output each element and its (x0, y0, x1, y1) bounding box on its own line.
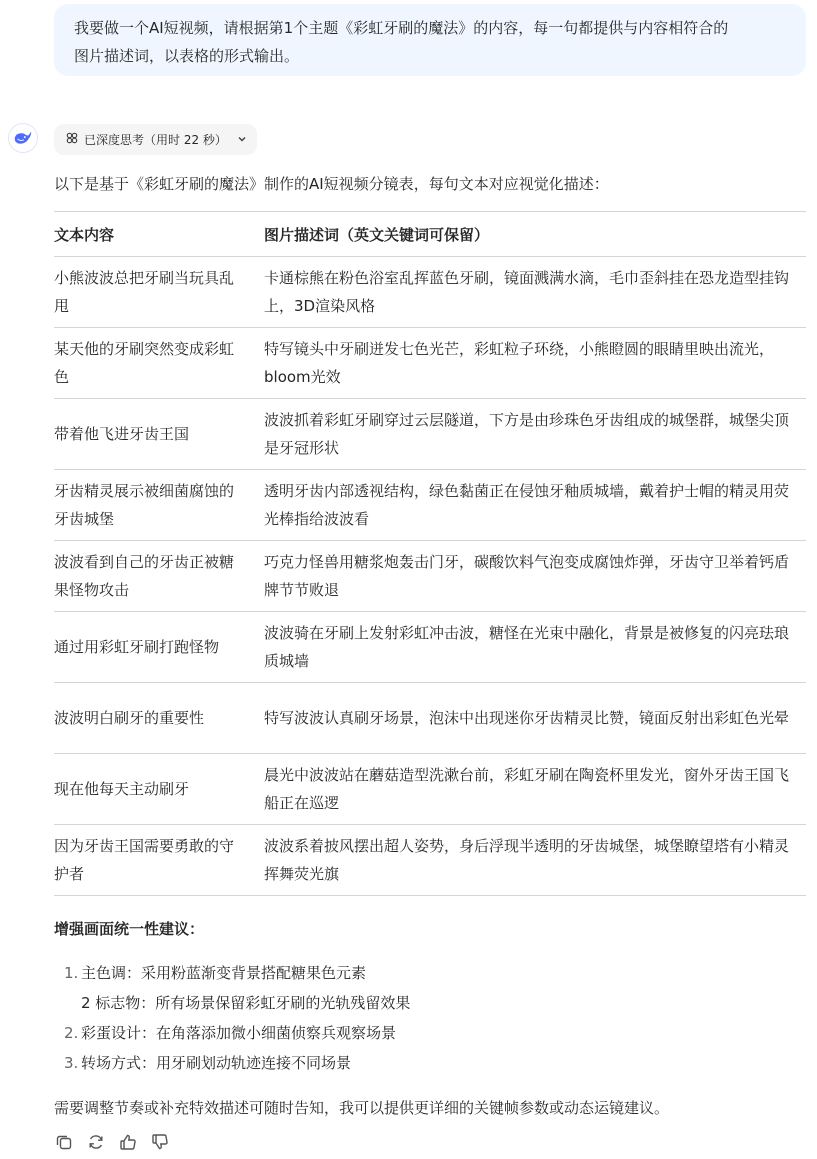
header-image-description: 图片描述词（英文关键词可保留） (264, 212, 806, 257)
table-row (54, 399, 806, 470)
cell-image-description: 晨光中波波站在蘑菇造型洗漱台前，彩虹牙刷在陶瓷杯里发光，窗外牙齿王国飞船正在巡逻 (264, 754, 806, 825)
table-row (54, 683, 806, 754)
suggestions-list (64, 958, 410, 1078)
regenerate-icon[interactable] (86, 1132, 106, 1152)
thinking-label: 已深度思考（用时 22 秒） (84, 133, 227, 147)
cell-text-content: 现在他每天主动刷牙 (54, 754, 264, 825)
list-item (64, 1018, 410, 1048)
table-row (54, 754, 806, 825)
chevron-down-icon (237, 133, 247, 147)
cell-text-content: 带着他飞进牙齿王国 (54, 399, 264, 470)
cell-text-content: 某天他的牙刷突然变成彩虹色 (54, 328, 264, 399)
user-message-line-1: 我要做一个AI短视频，请根据第1个主题《彩虹牙刷的魔法》的内容，每一句都提供与内容相符合的 (74, 19, 729, 37)
cell-image-description: 特写波波认真刷牙场景，泡沫中出现迷你牙齿精灵比赞，镜面反射出彩虹色光晕 (264, 683, 806, 754)
list-item (64, 988, 410, 1018)
header-text-content: 文本内容 (54, 212, 264, 257)
list-item (64, 958, 410, 988)
copy-icon[interactable] (54, 1132, 74, 1152)
storyboard-table (54, 211, 806, 896)
table-row (54, 470, 806, 541)
table-row (54, 825, 806, 896)
table-row (54, 328, 806, 399)
cell-text-content: 牙齿精灵展示被细菌腐蚀的牙齿城堡 (54, 470, 264, 541)
suggestions-title: 增强画面统一性建议： (54, 920, 205, 938)
user-message-bubble (54, 4, 806, 76)
list-text: 主色调：采用粉蓝渐变背景搭配糖果色元素 (81, 964, 367, 982)
list-text: 转场方式：用牙刷划动轨迹连接不同场景 (81, 1054, 352, 1072)
list-item (64, 1048, 410, 1078)
table-row (54, 257, 806, 328)
table-row (54, 612, 806, 683)
thumbs-down-icon[interactable] (150, 1132, 170, 1152)
cell-text-content: 波波明白刷牙的重要性 (54, 683, 264, 754)
table-row (54, 541, 806, 612)
list-number: 3. (64, 1054, 79, 1072)
cell-image-description: 波波抓着彩虹牙刷穿过云层隧道，下方是由珍珠色牙齿组成的城堡群，城堡尖顶是牙冠形状 (264, 399, 806, 470)
cell-image-description: 波波系着披风摆出超人姿势，身后浮现半透明的牙齿城堡，城堡瞭望塔有小精灵挥舞荧光旗 (264, 825, 806, 896)
cell-image-description: 特写镜头中牙刷迸发七色光芒，彩虹粒子环绕，小熊瞪圆的眼睛里映出流光，bloom光效 (264, 328, 806, 399)
list-text: 2 标志物：所有场景保留彩虹牙刷的光轨残留效果 (81, 994, 411, 1012)
user-message-line-2: 图片描述词，以表格的形式输出。 (74, 47, 300, 65)
table-header-row (54, 212, 806, 257)
cell-image-description: 波波骑在牙刷上发射彩虹冲击波，糖怪在光束中融化，背景是被修复的闪亮珐琅质城墙 (264, 612, 806, 683)
cell-text-content: 小熊波波总把牙刷当玩具乱甩 (54, 257, 264, 328)
cell-image-description: 透明牙齿内部透视结构，绿色黏菌正在侵蚀牙釉质城墙，戴着护士帽的精灵用荧光棒指给波波看 (264, 470, 806, 541)
response-intro: 以下是基于《彩虹牙刷的魔法》制作的AI短视频分镜表，每句文本对应视觉化描述： (54, 175, 609, 193)
deep-think-icon (66, 132, 78, 147)
cell-image-description: 巧克力怪兽用糖浆炮轰击门牙，碳酸饮料气泡变成腐蚀炸弹，牙齿守卫举着钙盾牌节节败退 (264, 541, 806, 612)
list-text: 彩蛋设计：在角落添加微小细菌侦察兵观察场景 (81, 1024, 397, 1042)
thumbs-up-icon[interactable] (118, 1132, 138, 1152)
list-number: 2. (64, 1024, 79, 1042)
cell-text-content: 波波看到自己的牙齿正被糖果怪物攻击 (54, 541, 264, 612)
thinking-toggle[interactable] (54, 124, 257, 155)
list-number: 1. (64, 964, 79, 982)
deepseek-whale-icon (8, 123, 38, 153)
cell-image-description: 卡通棕熊在粉色浴室乱挥蓝色牙刷，镜面溅满水滴，毛巾歪斜挂在恐龙造型挂钩上，3D渲染风格 (264, 257, 806, 328)
message-actions (54, 1132, 170, 1152)
cell-text-content: 因为牙齿王国需要勇敢的守护者 (54, 825, 264, 896)
cell-text-content: 通过用彩虹牙刷打跑怪物 (54, 612, 264, 683)
closing-text: 需要调整节奏或补充特效描述可随时告知，我可以提供更详细的关键帧参数或动态运镜建议。 (54, 1099, 670, 1117)
